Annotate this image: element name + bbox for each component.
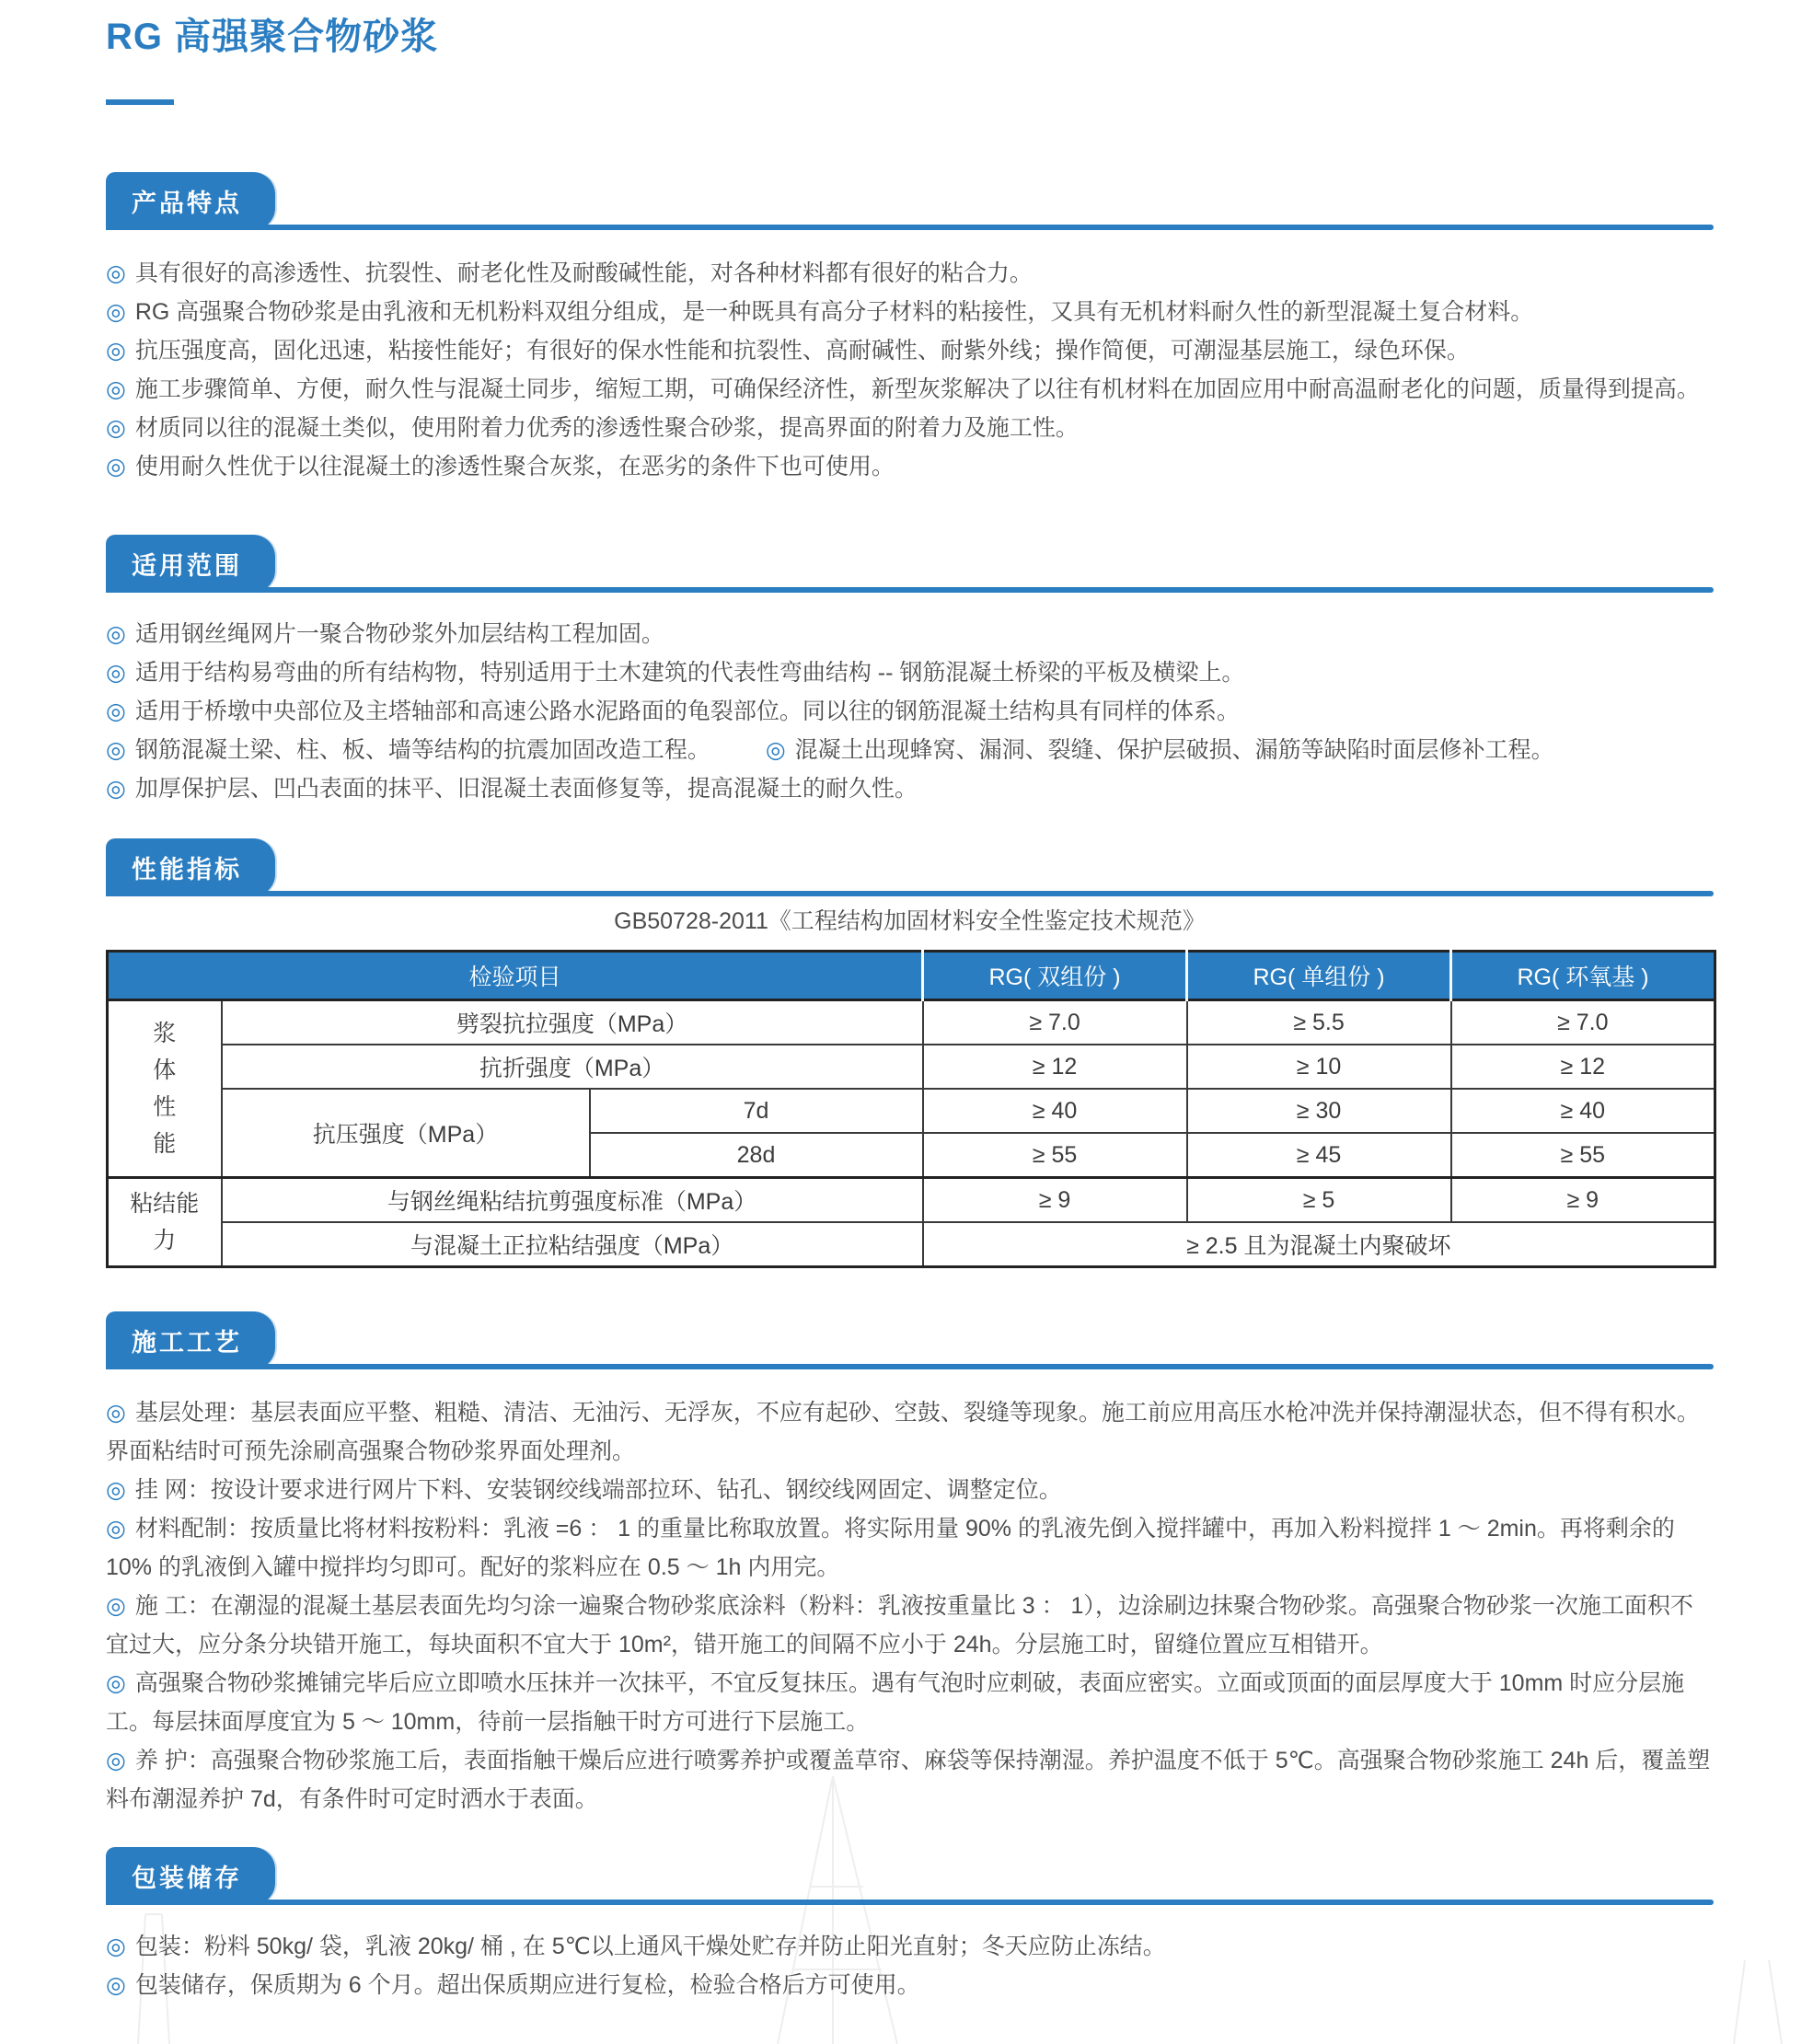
list-item-text — [106, 415, 1079, 441]
list-item-text — [106, 1477, 1062, 1503]
list-item-text — [106, 1593, 1693, 1657]
section-header-features — [106, 177, 1714, 230]
bullet-marker-icon: ◎ — [106, 1670, 126, 1696]
list-item-text — [106, 338, 1470, 364]
list-item — [106, 615, 1714, 653]
list-item-text — [106, 1934, 1166, 1959]
list-item-label: 挂 网：按设计要求进行网片下料、安装钢绞线端部拉环、钻孔、钢绞线网固定、调整定位。 — [134, 1477, 1062, 1503]
title-underline — [106, 99, 174, 105]
list-item-text — [106, 299, 1533, 325]
value-cell: ≥ 30 — [1187, 1089, 1451, 1133]
list-item-text — [106, 699, 1240, 724]
bullet-marker-icon: ◎ — [106, 299, 126, 325]
list-item-label: 适用于结构易弯曲的所有结构物，特别适用于土木建筑的代表性弯曲结构 -- 钢筋混凝土桥梁的平板及横梁上。 — [134, 660, 1245, 686]
section-performance — [106, 843, 1714, 1268]
value-cell: ≥ 7.0 — [923, 1000, 1187, 1045]
table-header-cell: RG( 双组份 ) — [923, 952, 1187, 1000]
table-header-cell: RG( 环氧基 ) — [1451, 952, 1715, 1000]
bullet-list-scope — [106, 615, 1714, 808]
bullet-marker-icon: ◎ — [106, 376, 126, 402]
bullet-marker-icon: ◎ — [106, 776, 126, 802]
list-item — [106, 692, 1714, 731]
bullet-marker-icon: ◎ — [106, 660, 126, 686]
bullet-marker-icon: ◎ — [106, 1477, 126, 1503]
list-item-label: 材质同以往的混凝土类似，使用附着力优秀的渗透性聚合砂浆，提高界面的附着力及施工性。 — [134, 415, 1079, 441]
bullet-marker-icon: ◎ — [106, 1516, 126, 1542]
item-cell: 抗压强度（MPa） — [222, 1089, 590, 1178]
row-group-label: 粘结能 力 — [108, 1178, 222, 1267]
value-cell: ≥ 12 — [923, 1045, 1187, 1089]
bullet-marker-icon: ◎ — [106, 1972, 126, 1998]
section-underline — [106, 891, 1714, 896]
section-header-construction — [106, 1316, 1714, 1369]
list-item-label: 包装储存，保质期为 6 个月。超出保质期应进行复检，检验合格后方可使用。 — [134, 1972, 920, 1998]
bullet-marker-icon: ◎ — [106, 1400, 126, 1426]
list-item — [106, 731, 1714, 769]
value-cell: ≥ 9 — [1451, 1178, 1715, 1223]
list-item — [106, 769, 1714, 808]
list-item-label: RG 高强聚合物砂浆是由乳液和无机粉料双组分组成，是一种既具有高分子材料的粘接性，又具有无机材料耐久性的新型混凝土复合材料。 — [134, 299, 1534, 325]
section-badge-packaging: 包装储存 — [106, 1847, 275, 1905]
section-badge-features: 产品特点 — [106, 172, 275, 230]
bullet-marker-icon: ◎ — [106, 338, 126, 364]
list-item-label: 养 护：高强聚合物砂浆施工后，表面指触干燥后应进行喷雾养护或覆盖草帘、麻袋等保持潮湿。养护温度不低于 5℃。高强聚合物砂浆施工 24h 后，覆盖塑料布潮湿养护 7d，有条件时可定时洒水于表面。 — [106, 1748, 1711, 1812]
table-row — [108, 1089, 1715, 1133]
item-cell: 劈裂抗拉强度（MPa） — [222, 1000, 923, 1045]
table-header-cell: 检验项目 — [108, 952, 923, 1000]
list-item-label: 混凝土出现蜂窝、漏洞、裂缝、保护层破损、漏筋等缺陷时面层修补工程。 — [794, 737, 1554, 763]
sub-item-cell: 28d — [590, 1133, 923, 1178]
value-cell: ≥ 45 — [1187, 1133, 1451, 1178]
bullet-marker-icon: ◎ — [106, 621, 126, 647]
table-row-group — [108, 1000, 1715, 1178]
list-item — [106, 370, 1714, 409]
bullet-marker-icon: ◎ — [106, 737, 126, 763]
list-item-label: 高强聚合物砂浆摊铺完毕后应立即喷水压抹并一次抹平，不宜反复抹压。遇有气泡时应刺破，表面应密实。立面或顶面的面层厚度大于 10mm 时应分层施工。每层抹面厚度宜为 5 ～ 10mm，待前一层指触干时方可进行下层施工。 — [106, 1670, 1685, 1735]
value-cell: ≥ 9 — [923, 1178, 1187, 1223]
section-construction — [106, 1316, 1714, 1819]
list-item — [106, 653, 1714, 692]
list-item-label: 使用耐久性优于以往混凝土的渗透性聚合灰浆，在恶劣的条件下也可使用。 — [134, 454, 895, 479]
value-cell: ≥ 10 — [1187, 1045, 1451, 1089]
item-cell: 抗折强度（MPa） — [222, 1045, 923, 1089]
list-item-text — [106, 1516, 1675, 1580]
list-item-text — [766, 737, 1554, 763]
list-item — [106, 1509, 1714, 1587]
table-row-group — [108, 1178, 1715, 1267]
list-item-text — [106, 1400, 1700, 1464]
value-cell: ≥ 55 — [1451, 1133, 1715, 1178]
bullet-marker-icon: ◎ — [106, 454, 126, 479]
list-item-label: 适用于桥墩中央部位及主塔轴部和高速公路水泥路面的龟裂部位。同以往的钢筋混凝土结构具有同样的体系。 — [134, 699, 1240, 724]
bullet-list-features — [106, 254, 1714, 486]
list-item-label: 钢筋混凝土梁、柱、板、墙等结构的抗震加固改造工程。 — [134, 737, 710, 763]
bullet-marker-icon: ◎ — [106, 1593, 126, 1619]
list-item — [106, 1966, 1714, 2004]
bullet-marker-icon: ◎ — [106, 260, 126, 286]
list-item — [106, 1471, 1714, 1509]
list-item-label: 加厚保护层、凹凸表面的抹平、旧混凝土表面修复等，提高混凝土的耐久性。 — [134, 776, 918, 802]
section-badge-construction: 施工工艺 — [106, 1311, 275, 1369]
bullet-marker-icon: ◎ — [106, 699, 126, 724]
section-scope — [106, 539, 1714, 808]
value-cell: ≥ 5 — [1187, 1178, 1451, 1223]
list-item — [106, 1587, 1714, 1664]
table-row — [108, 1222, 1715, 1267]
section-underline — [106, 587, 1714, 593]
section-header-performance — [106, 843, 1714, 896]
value-cell-merged: ≥ 2.5 且为混凝土内聚破坏 — [923, 1222, 1715, 1267]
value-cell: ≥ 7.0 — [1451, 1000, 1715, 1045]
list-item-label: 材料配制：按质量比将材料按粉料：乳液 =6 ： 1 的重量比称取放置。将实际用量 90% 的乳液先倒入搅拌罐中，再加入粉料搅拌 1 ～ 2min。再将剩余的 10% 的乳液倒入罐中搅拌均匀即可。配好的浆料应在 0.5 ～ 1h 内用完。 — [106, 1516, 1675, 1580]
section-underline — [106, 1900, 1714, 1905]
list-item-text — [106, 776, 918, 802]
bullet-list-packaging — [106, 1927, 1714, 2004]
table-caption: GB50728-2011《工程结构加固材料安全性鉴定技术规范》 — [614, 908, 1206, 934]
list-item — [106, 1927, 1714, 1966]
list-item-label: 施 工：在潮湿的混凝土基层表面先均匀涂一遍聚合物砂浆底涂料（粉料：乳液按重量比 3 ： 1），边涂刷边抹聚合物砂浆。高强聚合物砂浆一次施工面积不宜过大，应分条分块错开施工，每块面积不宜大于 10m²，错开施工的间隔不应小于 24h。分层施工时，留缝位置应互相错开。 — [106, 1593, 1693, 1657]
list-item-text — [106, 660, 1244, 686]
section-features — [106, 177, 1714, 486]
list-item — [106, 1741, 1714, 1819]
page-title: RG 高强聚合物砂浆 — [106, 17, 439, 57]
list-item-text — [106, 1748, 1710, 1812]
list-item-label: 包装：粉料 50kg/ 袋，乳液 20kg/ 桶 , 在 5℃以上通风干燥处贮存并防止阳光直射；冬天应防止冻结。 — [134, 1934, 1166, 1959]
section-badge-performance: 性能指标 — [106, 838, 275, 896]
list-item-label: 抗压强度高，固化迅速，粘接性能好；有很好的保水性能和抗裂性、高耐碱性、耐紫外线；操作简便，可潮湿基层施工，绿色环保。 — [134, 338, 1470, 364]
list-item-text — [106, 621, 664, 647]
list-item — [106, 254, 1714, 293]
list-item — [106, 331, 1714, 370]
bullet-list-construction — [106, 1393, 1714, 1819]
bullet-marker-icon: ◎ — [106, 1934, 126, 1959]
list-item-label: 具有很好的高渗透性、抗裂性、耐老化性及耐酸碱性能，对各种材料都有很好的粘合力。 — [134, 260, 1033, 286]
bullet-marker-icon: ◎ — [106, 415, 126, 441]
section-header-packaging — [106, 1852, 1714, 1905]
table-header-row — [108, 952, 1715, 1000]
value-cell: ≥ 5.5 — [1187, 1000, 1451, 1045]
bullet-marker-icon: ◎ — [106, 1748, 126, 1773]
value-cell: ≥ 12 — [1451, 1045, 1715, 1089]
list-item — [106, 1664, 1714, 1741]
sub-item-cell: 7d — [590, 1089, 923, 1133]
value-cell: ≥ 40 — [1451, 1089, 1715, 1133]
row-group-label: 浆 体 性 能 — [108, 1000, 222, 1178]
section-underline — [106, 1364, 1714, 1369]
item-cell: 与钢丝绳粘结抗剪强度标准（MPa） — [222, 1178, 923, 1223]
table-row — [108, 1178, 1715, 1223]
section-badge-scope: 适用范围 — [106, 535, 275, 593]
table-header-cell: RG( 单组份 ) — [1187, 952, 1451, 1000]
section-underline — [106, 225, 1714, 230]
value-cell: ≥ 40 — [923, 1089, 1187, 1133]
table-row — [108, 1000, 1715, 1045]
list-item-text — [106, 260, 1033, 286]
list-item-text — [106, 376, 1700, 402]
list-item-text — [106, 737, 710, 763]
sections — [106, 177, 1714, 2004]
list-item-text — [106, 454, 895, 479]
list-item-label: 施工步骤简单、方便，耐久性与混凝土同步，缩短工期，可确保经济性，新型灰浆解决了以往有机材料在加固应用中耐高温耐老化的问题，质量得到提高。 — [134, 376, 1700, 402]
table-row — [108, 1045, 1715, 1089]
list-item-label: 基层处理：基层表面应平整、粗糙、清洁、无油污、无浮灰，不应有起砂、空鼓、裂缝等现象。施工前应用高压水枪冲洗并保持潮湿状态，但不得有积水。界面粘结时可预先涂刷高强聚合物砂浆界面处理剂。 — [106, 1400, 1700, 1464]
list-item — [106, 447, 1714, 486]
list-item — [106, 293, 1714, 331]
list-item — [106, 1393, 1714, 1471]
table-head — [108, 952, 1715, 1000]
performance-table — [106, 950, 1716, 1268]
list-item-text — [106, 1972, 920, 1998]
section-packaging — [106, 1852, 1714, 2004]
bullet-marker-icon: ◎ — [765, 737, 786, 763]
value-cell: ≥ 55 — [923, 1133, 1187, 1178]
list-item — [106, 409, 1714, 447]
section-header-scope — [106, 539, 1714, 593]
list-item-text — [106, 1670, 1684, 1735]
item-cell: 与混凝土正拉粘结强度（MPa） — [222, 1222, 923, 1267]
list-item-label: 适用钢丝绳网片一聚合物砂浆外加层结构工程加固。 — [134, 621, 664, 647]
